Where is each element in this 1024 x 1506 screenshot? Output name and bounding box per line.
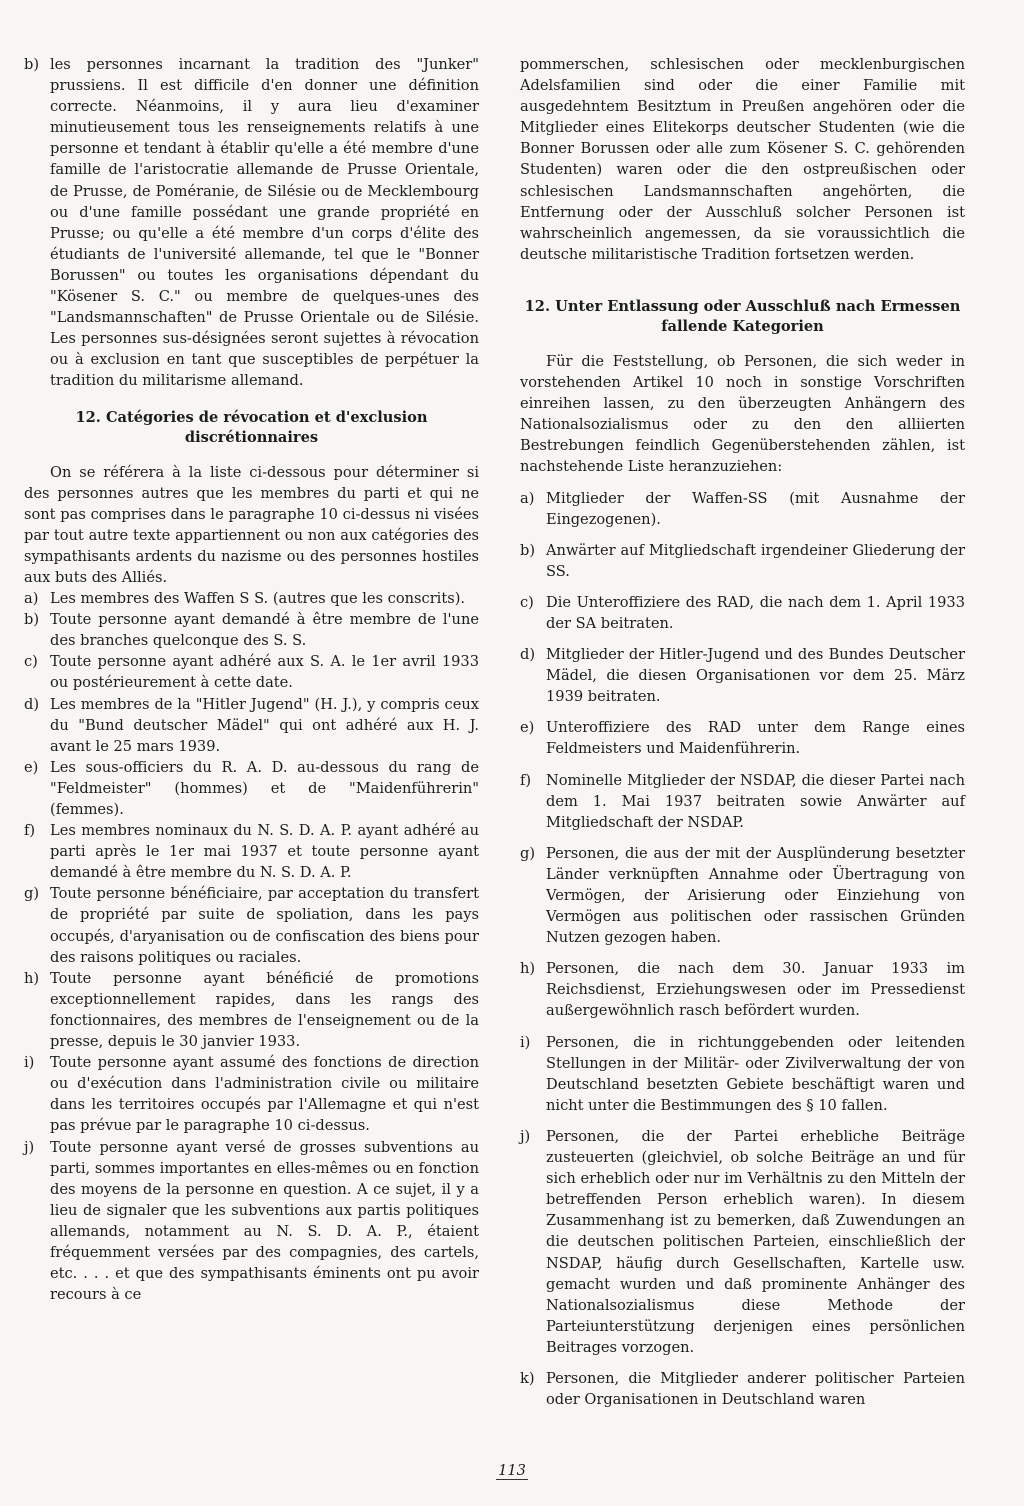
item-label: g) [24,885,40,903]
list-item [520,488,965,530]
list-item [24,1052,479,1136]
item-label: c) [24,653,38,671]
item-label: e) [24,758,39,776]
item-label: a) [520,489,535,507]
list-item [520,1126,965,1358]
section-heading: 12. Catégories de révocation et d'exclusion discrétionnaires [75,408,428,446]
item-text: Unteroffiziere des RAD unter dem Range eines Feldmeisters und Maidenführerin. [546,719,965,758]
item-text: Nominelle Mitglieder der NSDAP, die dieser Partei nach dem 1. Mai 1937 beitraten sowie Anwärter auf Mitgliedschaft der NSDAP. [546,771,965,831]
list-item [520,1032,965,1116]
list-item [24,820,479,883]
item-label: f) [520,771,532,789]
item-text: Mitglieder der Waffen-SS (mit Ausnahme der Eingezogenen). [546,489,965,528]
item-text: Les membres des Waffen S S. (autres que les conscrits). [50,590,466,608]
item-text: Toute personne ayant adhéré aux S. A. le 1er avril 1933 ou postérieurement à cette date. [50,653,479,692]
list-item [520,644,965,707]
item-text: Les membres de la "Hitler Jugend" (H. J.), y compris ceux du "Bund deutscher Mädel" qui ont adhéré aux H. J. avant le 25 mars 1939. [50,695,479,755]
item-label: d) [520,646,536,664]
list-item [520,1368,965,1410]
item-text: Anwärter auf Mitgliedschaft irgendeiner Gliederung der SS. [546,541,965,580]
item-label: b) [24,611,40,629]
item-label: h) [520,960,536,978]
item-label: j) [24,1138,35,1156]
list-item [24,651,479,693]
item-text: les personnes incarnant la tradition des "Junker" prussiens. Il est difficile d'en donner une définition correcte. Néanmoins, il y aura lieu d'examiner minutieusement tous les renseignements relatifs à une personne et tendant à établir qu'elle a été membre d'une famille de l'aristocratie allemande de Prusse Orientale, de Prusse, de Poméranie, de Silésie ou de Mecklembourg ou d'une famille possédant une grande propriété en Prusse; ou qu'elle a été membre d'un corps d'élite des étudiants de l'université allemande, tel que le "Bonner Borussen" ou toutes les organisations dépendant du "Kösener S. C." ou membre de quelques-unes des "Landsmannschaften" de Prusse Orientale ou de Silésie. Les personnes sus-désignées seront sujettes à révocation ou à exclusion en tant que susceptibles de perpétuer la tradition du militarisme allemand. [50,56,479,390]
item-label: i) [24,1054,35,1072]
list-item [520,592,965,634]
list-item [24,883,479,967]
item-text: Toute personne ayant assumé des fonctions de direction ou d'exécution dans l'administration civile ou militaire dans les territoires occupés par l'Allemagne et qui n'est pas prévue par le paragraphe 10 ci-dessus. [50,1054,479,1135]
list-item [520,770,965,833]
section-intro: On se référera à la liste ci-dessous pour déterminer si des personnes autres que les membres du parti et qui ne sont pas comprises dans le paragraphe 10 ci-dessus ni visées par tout autre texte appartiennent ou non aux catégories des sympathisants ardents du nazisme ou des personnes hostiles aux buts des Alliés. [24,463,479,586]
item-text: Die Unteroffiziere des RAD, die nach dem 1. April 1933 der SA beitraten. [546,593,965,632]
item-text: Mitglieder der Hitler-Jugend und des Bundes Deutscher Mädel, die diesen Organisationen vor dem 25. März 1939 beitraten. [546,646,965,706]
page-number-text: 113 [498,1462,526,1479]
list-item [24,609,479,651]
list-item-b-continued [24,54,479,392]
item-label: g) [520,844,536,862]
item-text: Personen, die nach dem 30. Januar 1933 im Reichsdienst, Erziehungswesen oder im Pressedienst außergewöhnlich rasch befördert wurden. [546,960,965,1020]
section-intro: Für die Feststellung, ob Personen, die sich weder in vorstehenden Artikel 10 noch in sonstige Vorschriften einreihen lassen, zu den überzeugten Anhängern des Nationalsozialismus oder zu den den alliierten Bestrebungen feindlich Gegenüberstehenden zählen, ist nachstehende Liste heranzuziehen: [520,352,965,476]
list-item [520,843,965,948]
list-item [24,757,479,820]
list-item [520,958,965,1021]
item-text: Toute personne ayant bénéficié de promotions exceptionnellement rapides, dans les rangs des fonctionnaires, des membres de l'enseignement ou de la presse, depuis le 30 janvier 1933. [50,969,479,1051]
list-item [24,968,479,1052]
item-label: a) [24,590,39,608]
list-item [520,717,965,759]
section-heading: 12. Unter Entlassung oder Ausschluß nach Ermessen fallende Kategorien [524,297,961,335]
item-label: b) [24,56,40,73]
left-column-french [24,54,479,1305]
item-label: f) [24,822,36,840]
page-number [0,1462,1024,1479]
item-text: Les membres nominaux du N. S. D. A. P. ayant adhéré au parti après le 1er mai 1937 et toute personne ayant demandé à être membre du N. S. D. A. P. [50,822,479,882]
item-text: Personen, die Mitglieder anderer politischer Parteien oder Organisationen in Deutschland waren [546,1369,965,1409]
item-text: Toute personne ayant demandé à être membre de l'une des branches quelconque des S. S. [50,611,479,650]
item-label: b) [520,541,536,559]
item-text: Personen, die in richtunggebenden oder leitenden Stellungen in der Militär- oder Zivilverwaltung der von Deutschland besetzten Gebiete beschäftigt waren und nicht unter die Bestimmungen des § 10 fallen. [546,1033,965,1114]
item-label: e) [520,719,535,737]
item-label: j) [520,1127,531,1145]
list-item [24,588,479,609]
item-text: Personen, die aus der mit der Ausplünderung besetzter Länder verknüpften Annahme oder Übertragung von Vermögen, der Arisierung oder Einziehung von Vermögen aus politischen oder rassischen Gründen Nutzen gezogen haben. [546,844,965,947]
right-column-german [520,54,965,1420]
list-item [520,540,965,582]
item-text: Toute personne ayant versé de grosses subventions au parti, sommes importantes en elles-mêmes ou en fonction des moyens de la personne en question. A ce sujet, il y a lieu de signaler que les subventions aux partis politiques allemands, notamment au N. S. D. A. P., étaient fréquemment versées par des compagnies, des cartels, etc. . . . et que des sympathisants éminents ont pu avoir recours à ce [50,1138,479,1304]
item-text: Personen, die der Partei erhebliche Beiträge zusteuerten (gleichviel, ob solche Beiträge an und für sich erheblich oder nur im Verhältnis zu den Mitteln der betreffenden Person erheblich waren). In diesem Zusammenhang ist zu bemerken, daß Zuwendungen an die deutschen politischen Parteien, einschließlich der NSDAP, häufig durch Gesellschaften, Kartelle usw. gemacht wurden und daß prominente Anhänger des Nationalsozialismus diese Methode der Parteiunterstützung derjenigen eines persönlichen Beitrages vorzogen. [546,1127,965,1356]
item-label: d) [24,695,40,713]
continuation-paragraph: pommerschen, schlesischen oder mecklenburgischen Adelsfamilien sind oder die einer Familie mit ausgedehntem Besitztum in Preußen angehören oder die Mitglieder eines Elitekorps deutscher Studenten (wie die Bonner Borussen oder alle zum Kösener S. C. gehörenden Studenten) waren oder die den ostpreußischen oder schlesischen Landsmannschaften angehörten, die Entfernung oder der Ausschluß solcher Personen ist wahrscheinlich angemessen, da sie voraussichtlich die deutsche militaristische Tradition fortsetzen werden. [520,56,965,263]
list-item [24,1137,479,1306]
item-label: h) [24,969,40,987]
item-text: Toute personne bénéficiaire, par acceptation du transfert de propriété par suite de spoliation, dans les pays occupés, d'aryanisation ou de confiscation des biens pour des raisons politiques ou raciales. [50,885,479,966]
item-label: i) [520,1033,531,1051]
item-text: Les sous-officiers du R. A. D. au-dessous du rang de "Feldmeister" (hommes) et de "Maidenführerin" (femmes). [50,758,479,818]
list-item [24,694,479,757]
item-label: c) [520,593,534,611]
item-label: k) [520,1369,535,1387]
